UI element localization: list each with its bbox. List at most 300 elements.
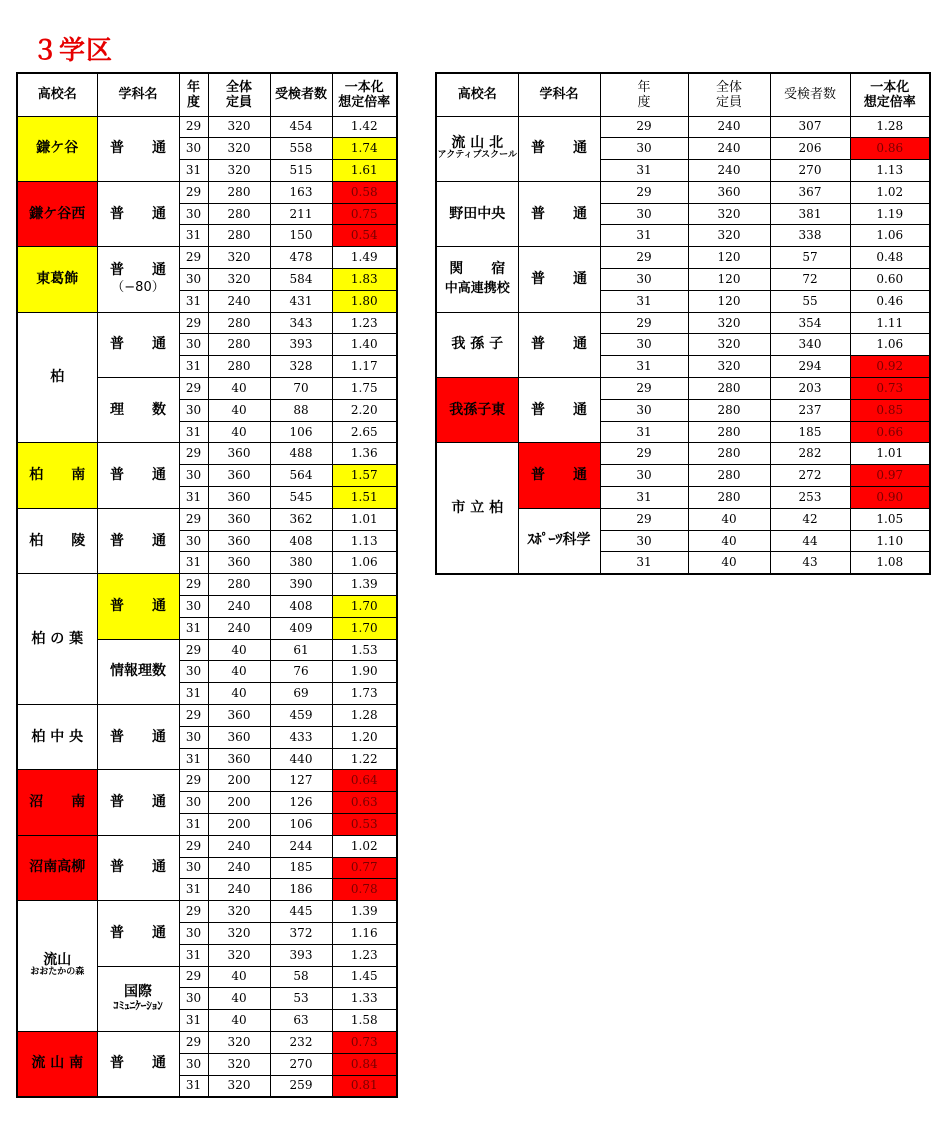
school-name-cell: [17, 508, 97, 573]
dept-name-cell: [518, 116, 600, 181]
right-table-body: [436, 116, 930, 574]
examinees-cell: 307: [770, 116, 850, 138]
examinees-cell: 338: [770, 225, 850, 247]
header-school: 高校名: [17, 73, 97, 116]
header-examinees: 受検者数: [770, 73, 850, 116]
rate-cell: 1.70: [332, 617, 397, 639]
examinees-cell: 340: [770, 334, 850, 356]
school-name: 市 立 柏: [451, 499, 504, 516]
examinees-cell: 343: [270, 312, 332, 334]
rate-cell: 1.22: [332, 748, 397, 770]
year-cell: 29: [600, 443, 688, 465]
left-table-body: [17, 116, 397, 1097]
year-cell: 30: [179, 465, 208, 487]
capacity-cell: 280: [688, 378, 770, 400]
capacity-cell: 40: [688, 552, 770, 574]
examinees-cell: 440: [270, 748, 332, 770]
examinees-cell: 72: [770, 269, 850, 291]
rate-cell: 1.57: [332, 465, 397, 487]
header-year: 年 度: [600, 73, 688, 116]
capacity-cell: 280: [688, 399, 770, 421]
rate-cell: 0.90: [850, 487, 930, 509]
rate-cell: 1.20: [332, 726, 397, 748]
capacity-cell: 280: [688, 487, 770, 509]
school-name: 我孫子東: [449, 401, 506, 418]
school-name-cell: [17, 835, 97, 900]
rate-cell: 1.01: [332, 508, 397, 530]
rate-cell: 1.06: [850, 225, 930, 247]
rate-cell: 1.51: [332, 487, 397, 509]
year-cell: 30: [179, 857, 208, 879]
capacity-cell: 360: [208, 465, 270, 487]
dept-name: 理 数: [110, 401, 166, 418]
year-cell: 29: [179, 116, 208, 138]
school-name-cell: [17, 247, 97, 312]
year-cell: 30: [600, 138, 688, 160]
capacity-cell: 280: [208, 356, 270, 378]
school-name: 流山: [43, 952, 72, 969]
table-row: [436, 116, 930, 138]
capacity-cell: 320: [688, 356, 770, 378]
year-cell: 30: [179, 138, 208, 160]
examinees-cell: 127: [270, 770, 332, 792]
examinees-cell: 186: [270, 879, 332, 901]
dept-name: 普 通: [110, 205, 166, 222]
header-capacity: 全体 定員: [208, 73, 270, 116]
rate-cell: 1.13: [332, 530, 397, 552]
table-row: [17, 770, 397, 792]
year-cell: 31: [179, 879, 208, 901]
rate-cell: 0.84: [332, 1053, 397, 1075]
examinees-cell: 515: [270, 160, 332, 182]
rate-cell: 1.28: [850, 116, 930, 138]
rate-cell: 0.86: [850, 138, 930, 160]
examinees-cell: 53: [270, 988, 332, 1010]
rate-cell: 1.39: [332, 574, 397, 596]
capacity-cell: 280: [208, 181, 270, 203]
table-row: [17, 901, 397, 923]
dept-name-cell: [97, 574, 179, 639]
rate-cell: 1.40: [332, 334, 397, 356]
examinees-cell: 61: [270, 639, 332, 661]
capacity-cell: 320: [208, 138, 270, 160]
header-dept: 学科名: [97, 73, 179, 116]
dept-name-cell: [97, 835, 179, 900]
rate-cell: 1.80: [332, 290, 397, 312]
rate-cell: 1.13: [850, 160, 930, 182]
examinees-cell: 294: [770, 356, 850, 378]
dept-name-cell: [518, 443, 600, 508]
header-school: 高校名: [436, 73, 518, 116]
dept-name-cell: [97, 116, 179, 181]
dept-name: 普 通: [110, 140, 166, 157]
school-name: 東葛飾: [36, 270, 79, 287]
table-row: [17, 116, 397, 138]
year-cell: 30: [179, 399, 208, 421]
capacity-cell: 320: [688, 225, 770, 247]
rate-cell: 1.23: [332, 944, 397, 966]
dept-name-cell: [97, 247, 179, 312]
dept-name: 普 通: [110, 532, 166, 549]
capacity-cell: 40: [208, 966, 270, 988]
table-row: [17, 508, 397, 530]
year-cell: 31: [179, 683, 208, 705]
year-cell: 31: [179, 1010, 208, 1032]
left-header-row: [17, 73, 397, 116]
year-cell: 29: [600, 312, 688, 334]
dept-name: 普 通: [110, 597, 166, 614]
table-row: [17, 1031, 397, 1053]
examinees-cell: 270: [270, 1053, 332, 1075]
capacity-cell: 280: [208, 312, 270, 334]
year-cell: 29: [179, 181, 208, 203]
header-examinees: 受検者数: [270, 73, 332, 116]
rate-cell: 1.02: [850, 181, 930, 203]
school-name: 沼南高柳: [29, 859, 86, 876]
year-cell: 31: [179, 552, 208, 574]
dept-name: 普 通: [110, 262, 166, 279]
examinees-cell: 211: [270, 203, 332, 225]
year-cell: 29: [600, 247, 688, 269]
examinees-cell: 270: [770, 160, 850, 182]
dept-name-cell: [97, 443, 179, 508]
rate-cell: 1.11: [850, 312, 930, 334]
dept-name-cell: [518, 247, 600, 312]
examinees-cell: 63: [270, 1010, 332, 1032]
examinees-cell: 433: [270, 726, 332, 748]
school-name: 柏: [50, 369, 65, 386]
year-cell: 30: [600, 399, 688, 421]
rate-cell: 1.06: [850, 334, 930, 356]
capacity-cell: 280: [688, 421, 770, 443]
rate-cell: 0.66: [850, 421, 930, 443]
year-cell: 31: [179, 487, 208, 509]
year-cell: 29: [179, 835, 208, 857]
page-title: ３学区: [32, 36, 114, 66]
dept-name: 情報理数: [110, 663, 166, 680]
capacity-cell: 40: [688, 508, 770, 530]
right-table: [435, 72, 931, 575]
capacity-cell: 120: [688, 247, 770, 269]
year-cell: 31: [179, 617, 208, 639]
year-cell: 31: [600, 356, 688, 378]
year-cell: 29: [179, 378, 208, 400]
table-row: [17, 835, 397, 857]
examinees-cell: 150: [270, 225, 332, 247]
rate-cell: 1.73: [332, 683, 397, 705]
rate-cell: 1.33: [332, 988, 397, 1010]
examinees-cell: 431: [270, 290, 332, 312]
capacity-cell: 40: [208, 399, 270, 421]
year-cell: 30: [600, 203, 688, 225]
school-name-cell: [17, 901, 97, 1032]
rate-cell: 0.73: [850, 378, 930, 400]
examinees-cell: 69: [270, 683, 332, 705]
examinees-cell: 445: [270, 901, 332, 923]
dept-name-cell: [97, 1031, 179, 1096]
rate-cell: 1.70: [332, 596, 397, 618]
examinees-cell: 106: [270, 814, 332, 836]
year-cell: 31: [179, 421, 208, 443]
rate-cell: 0.46: [850, 290, 930, 312]
rate-cell: 2.65: [332, 421, 397, 443]
capacity-cell: 360: [208, 726, 270, 748]
examinees-cell: 88: [270, 399, 332, 421]
year-cell: 29: [179, 574, 208, 596]
rate-cell: 0.64: [332, 770, 397, 792]
capacity-cell: 40: [208, 639, 270, 661]
school-name: 鎌ケ谷西: [29, 205, 86, 222]
capacity-cell: 40: [208, 661, 270, 683]
school-name-cell: [17, 443, 97, 508]
school-name: 我 孫 子: [451, 336, 504, 353]
rate-cell: 1.75: [332, 378, 397, 400]
capacity-cell: 320: [208, 1031, 270, 1053]
capacity-cell: 320: [208, 116, 270, 138]
rate-cell: 1.19: [850, 203, 930, 225]
year-cell: 31: [179, 814, 208, 836]
examinees-cell: 380: [270, 552, 332, 574]
header-capacity: 全体 定員: [688, 73, 770, 116]
dept-name: 普 通: [531, 270, 587, 287]
examinees-cell: 584: [270, 269, 332, 291]
capacity-cell: 320: [208, 269, 270, 291]
year-cell: 30: [600, 530, 688, 552]
year-cell: 31: [600, 487, 688, 509]
rate-cell: 0.48: [850, 247, 930, 269]
dept-name-cell: [97, 378, 179, 443]
capacity-cell: 240: [688, 116, 770, 138]
year-cell: 29: [600, 116, 688, 138]
dept-name: 普 通: [110, 859, 166, 876]
school-subname: 中高連携校: [444, 281, 510, 297]
examinees-cell: 58: [270, 966, 332, 988]
rate-cell: 1.08: [850, 552, 930, 574]
examinees-cell: 106: [270, 421, 332, 443]
table-row: [436, 378, 930, 400]
examinees-cell: 488: [270, 443, 332, 465]
dept-name: 普 通: [110, 924, 166, 941]
year-cell: 31: [179, 290, 208, 312]
dept-name-cell: [518, 312, 600, 377]
rate-cell: 0.73: [332, 1031, 397, 1053]
capacity-cell: 200: [208, 792, 270, 814]
year-cell: 30: [179, 269, 208, 291]
year-cell: 29: [179, 508, 208, 530]
year-cell: 31: [179, 225, 208, 247]
year-cell: 29: [179, 770, 208, 792]
school-name: 柏 陵: [29, 532, 86, 549]
capacity-cell: 240: [688, 160, 770, 182]
year-cell: 30: [179, 726, 208, 748]
rate-cell: 0.75: [332, 203, 397, 225]
table-row: [17, 705, 397, 727]
table-row: [436, 312, 930, 334]
capacity-cell: 40: [208, 378, 270, 400]
capacity-cell: 360: [208, 487, 270, 509]
school-subname: アクティブスクール: [437, 149, 517, 160]
year-cell: 30: [600, 465, 688, 487]
capacity-cell: 240: [208, 857, 270, 879]
school-name-cell: [17, 705, 97, 770]
rate-cell: 1.05: [850, 508, 930, 530]
year-cell: 29: [600, 508, 688, 530]
year-cell: 29: [600, 181, 688, 203]
year-cell: 29: [179, 443, 208, 465]
examinees-cell: 393: [270, 944, 332, 966]
dept-name-cell: [97, 901, 179, 966]
capacity-cell: 280: [208, 334, 270, 356]
rate-cell: 0.60: [850, 269, 930, 291]
rate-cell: 0.54: [332, 225, 397, 247]
year-cell: 30: [179, 922, 208, 944]
table-row: [17, 181, 397, 203]
examinees-cell: 390: [270, 574, 332, 596]
capacity-cell: 360: [208, 705, 270, 727]
year-cell: 31: [600, 290, 688, 312]
capacity-cell: 280: [208, 203, 270, 225]
dept-note: ｺﾐｭﾆｹｰｼｮﾝ: [113, 998, 163, 1012]
capacity-cell: 360: [208, 508, 270, 530]
capacity-cell: 320: [208, 944, 270, 966]
capacity-cell: 240: [208, 617, 270, 639]
rate-cell: 1.42: [332, 116, 397, 138]
capacity-cell: 360: [688, 181, 770, 203]
dept-name-cell: [97, 508, 179, 573]
examinees-cell: 564: [270, 465, 332, 487]
rate-cell: 1.39: [332, 901, 397, 923]
capacity-cell: 120: [688, 290, 770, 312]
capacity-cell: 360: [208, 530, 270, 552]
dept-name-cell: [97, 181, 179, 246]
rate-cell: 1.74: [332, 138, 397, 160]
school-name-cell: [436, 378, 518, 443]
header-rate: 一本化 想定倍率: [850, 73, 930, 116]
school-name-cell: [17, 770, 97, 835]
examinees-cell: 381: [770, 203, 850, 225]
table-row: [17, 574, 397, 596]
year-cell: 30: [179, 530, 208, 552]
table-row: [436, 181, 930, 203]
capacity-cell: 40: [208, 988, 270, 1010]
rate-cell: 1.06: [332, 552, 397, 574]
year-cell: 29: [179, 705, 208, 727]
rate-cell: 1.58: [332, 1010, 397, 1032]
dept-name: 普 通: [531, 401, 587, 418]
year-cell: 31: [600, 421, 688, 443]
header-dept: 学科名: [518, 73, 600, 116]
capacity-cell: 360: [208, 443, 270, 465]
rate-cell: 1.49: [332, 247, 397, 269]
capacity-cell: 280: [208, 225, 270, 247]
year-cell: 29: [179, 966, 208, 988]
examinees-cell: 362: [270, 508, 332, 530]
year-cell: 30: [600, 269, 688, 291]
examinees-cell: 185: [270, 857, 332, 879]
capacity-cell: 240: [208, 835, 270, 857]
dept-name-cell: [518, 181, 600, 246]
table-row: [436, 247, 930, 269]
dept-name-cell: [97, 312, 179, 377]
examinees-cell: 55: [770, 290, 850, 312]
capacity-cell: 320: [688, 203, 770, 225]
dept-note: （−80）: [111, 280, 165, 296]
capacity-cell: 280: [688, 443, 770, 465]
dept-name: 普 通: [531, 140, 587, 157]
examinees-cell: 185: [770, 421, 850, 443]
capacity-cell: 240: [208, 596, 270, 618]
examinees-cell: 76: [270, 661, 332, 683]
examinees-cell: 328: [270, 356, 332, 378]
header-year: 年 度: [179, 73, 208, 116]
year-cell: 30: [179, 596, 208, 618]
rate-cell: 1.36: [332, 443, 397, 465]
school-name: 柏 南: [29, 467, 86, 484]
year-cell: 29: [179, 901, 208, 923]
capacity-cell: 40: [208, 1010, 270, 1032]
school-name-cell: [436, 312, 518, 377]
examinees-cell: 367: [770, 181, 850, 203]
examinees-cell: 70: [270, 378, 332, 400]
capacity-cell: 320: [208, 1053, 270, 1075]
capacity-cell: 320: [208, 247, 270, 269]
school-name: 流 山 南: [31, 1055, 84, 1072]
school-name-cell: [436, 116, 518, 181]
rate-cell: 1.61: [332, 160, 397, 182]
capacity-cell: 200: [208, 814, 270, 836]
capacity-cell: 200: [208, 770, 270, 792]
examinees-cell: 253: [770, 487, 850, 509]
capacity-cell: 240: [688, 138, 770, 160]
school-name-cell: [436, 247, 518, 312]
rate-cell: 0.63: [332, 792, 397, 814]
rate-cell: 0.81: [332, 1075, 397, 1097]
school-name-cell: [17, 312, 97, 443]
examinees-cell: 237: [770, 399, 850, 421]
examinees-cell: 545: [270, 487, 332, 509]
capacity-cell: 40: [208, 421, 270, 443]
examinees-cell: 126: [270, 792, 332, 814]
school-name: 流 山 北: [451, 134, 504, 151]
dept-name-cell: [97, 705, 179, 770]
capacity-cell: 40: [208, 683, 270, 705]
rate-cell: 1.16: [332, 922, 397, 944]
school-name: 野田中央: [449, 205, 506, 222]
examinees-cell: 354: [770, 312, 850, 334]
school-name: 沼 南: [29, 794, 86, 811]
capacity-cell: 120: [688, 269, 770, 291]
header-rate: 一本化 想定倍率: [332, 73, 397, 116]
year-cell: 29: [179, 312, 208, 334]
left-table: [16, 72, 398, 1098]
examinees-cell: 454: [270, 116, 332, 138]
year-cell: 30: [179, 203, 208, 225]
school-name: 鎌ケ谷: [36, 140, 79, 157]
rate-cell: 1.90: [332, 661, 397, 683]
examinees-cell: 282: [770, 443, 850, 465]
year-cell: 29: [179, 639, 208, 661]
dept-name-cell: [518, 508, 600, 573]
examinees-cell: 409: [270, 617, 332, 639]
rate-cell: 1.01: [850, 443, 930, 465]
rate-cell: 0.97: [850, 465, 930, 487]
capacity-cell: 40: [688, 530, 770, 552]
rate-cell: 0.92: [850, 356, 930, 378]
examinees-cell: 393: [270, 334, 332, 356]
dept-name-cell: [97, 639, 179, 704]
examinees-cell: 203: [770, 378, 850, 400]
capacity-cell: 320: [208, 922, 270, 944]
